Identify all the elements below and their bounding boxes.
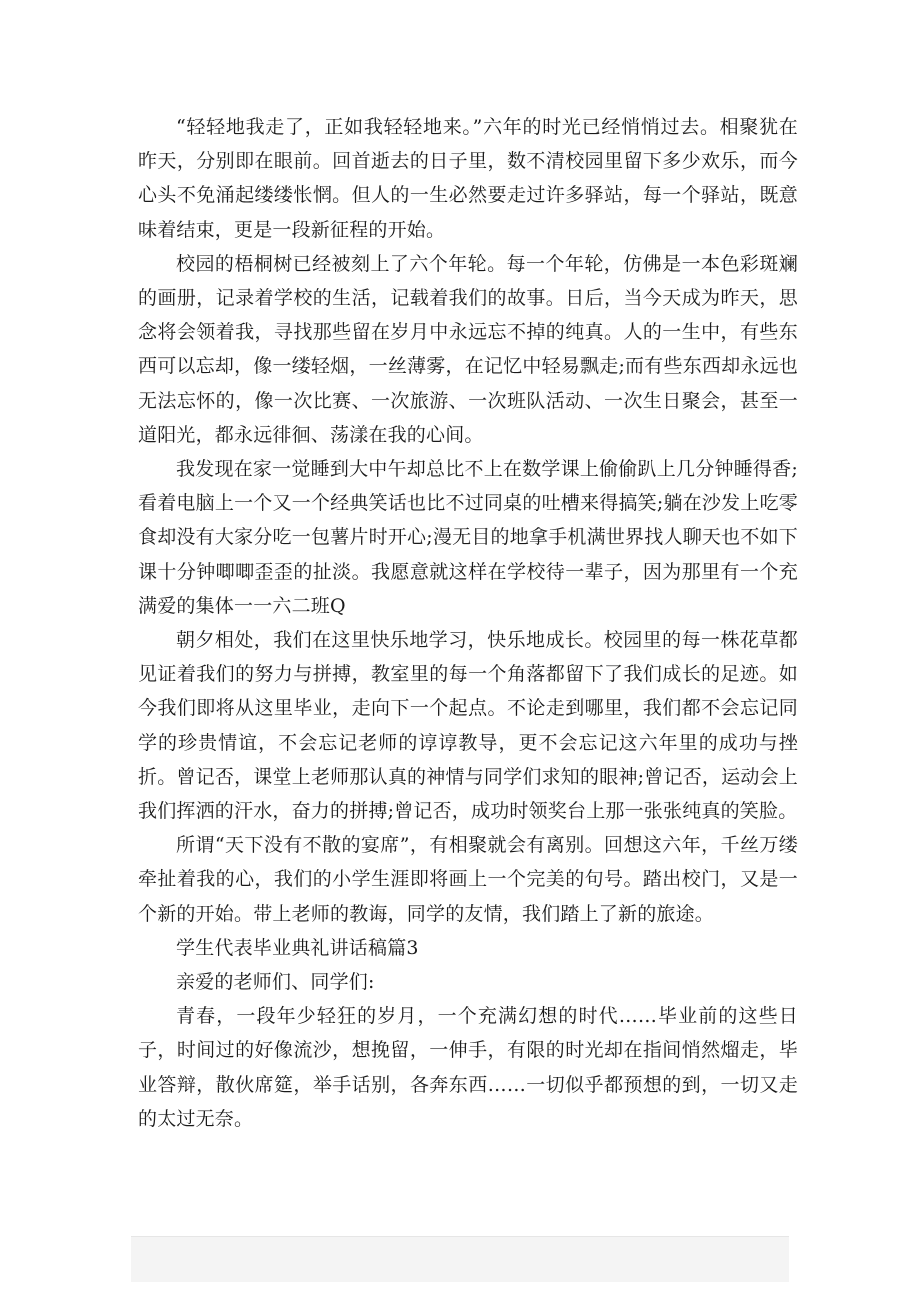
- paragraph-youth: 青春，一段年少轻狂的岁月，一个充满幻想的时代……毕业前的这些日子，时间过的好像流沙，想挽留，一伸手，有限的时光却在指间悄然熘走，毕业答辩，散伙席筵，举手话别，各奔东西……一切似乎都预想的到，一切又走的太过无奈。: [138, 1005, 798, 1130]
- paragraph-growing-together: 朝夕相处，我们在这里快乐地学习，快乐地成长。校园里的每一株花草都见证着我们的努力与拼搏，教室里的每一个角落都留下了我们成长的足迹。如今我们即将从这里毕业，走向下一个起点。不论走到哪里，我们都不会忘记同学的珍贵情谊，不会忘记老师的谆谆教导，更不会忘记这六年里的成功与挫折。曾记否，课堂上老师那认真的神情与同学们求知的眼神;曾记否，运动会上我们挥洒的汗水，奋力的拼搏;曾记否，成功时领奖台上那一张张纯真的笑脸。: [138, 629, 798, 823]
- page-footer-bar: [131, 1236, 789, 1282]
- footer-divider: [131, 1236, 789, 1237]
- salutation: 亲爱的老师们、同学们:: [176, 971, 375, 994]
- paragraph-farewell-intro: “轻轻地我走了，正如我轻轻地来。”六年的时光已经悄悄过去。相聚犹在昨天，分别即在眼前。回首逝去的日子里，数不清校园里留下多少欢乐，而今心头不免涌起缕缕怅惘。但人的一生必然要走过许多驿站，每一个驿站，既意味着结束，更是一段新征程的开始。: [138, 116, 798, 241]
- paragraph-campus-memories: 校园的梧桐树已经被刻上了六个年轮。每一个年轮，仿佛是一本色彩斑斓的画册，记录着学校的生活，记载着我们的故事。日后，当今天成为昨天，思念将会领着我，寻找那些留在岁月中永远忘不掉的纯真。人的一生中，有些东西可以忘却，像一缕轻烟，一丝薄雾，在记忆中轻易飘走;而有些东西却永远也无法忘怀的，像一次比赛、一次旅游、一次班队活动、一次生日聚会，甚至一道阳光，都永远徘徊、荡漾在我的心间。: [138, 252, 798, 446]
- document-body: [138, 110, 798, 1136]
- section-heading: 学生代表毕业典礼讲话稿篇3: [176, 936, 419, 959]
- paragraph-school-life: 我发现在家一觉睡到大中午却总比不上在数学课上偷偷趴上几分钟睡得香;看着电脑上一个又一个经典笑话也比不过同桌的吐槽来得搞笑;躺在沙发上吃零食却没有大家分吃一包薯片时开心;漫无目的地拿手机满世界找人聊天也不如下课十分钟唧唧歪歪的扯淡。我愿意就这样在学校待一辈子，因为那里有一个充满爱的集体一一六二班Q: [138, 458, 798, 617]
- paragraph-new-journey: 所谓“天下没有不散的宴席”，有相聚就会有离别。回想这六年，千丝万缕牵扯着我的心，我们的小学生涯即将画上一个完美的句号。踏出校门，又是一个新的开始。带上老师的教诲，同学的友情，我们踏上了新的旅途。: [138, 834, 798, 925]
